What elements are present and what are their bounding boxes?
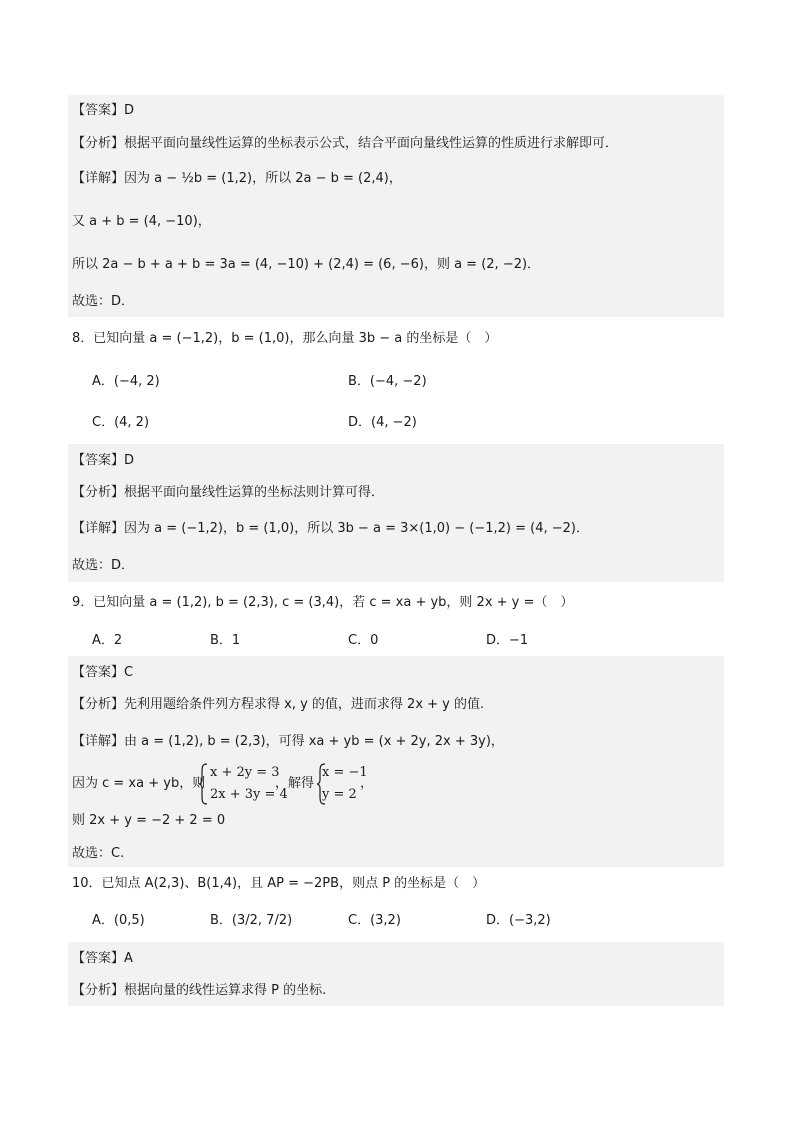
solution-block-8 [68,444,724,582]
question-9-option-c: C．0 [348,633,379,648]
answer-8: 【答案】D [72,453,135,468]
question-8-stem: 8．已知向量 a = (−1,2)，b = (1,0)，那么向量 3b − a 的坐标是（ ） [72,331,498,346]
detail-9-line2-mid: ，解得 [275,776,315,791]
question-10-option-b: B．(3/2, 7/2) [210,913,293,928]
solution-block-7 [68,95,724,317]
question-10-stem: 10．已知点 A(2,3)、B(1,4)，且 AP = −2PB，则点 P 的坐标是（ ） [72,876,486,891]
question-9-option-a: A．2 [92,633,123,648]
analysis-9: 【分析】先利用题给条件列方程求得 x, y 的值，进而求得 2x + y 的值. [72,697,485,712]
conclusion-7: 故选：D． [72,294,135,309]
detail-9-line2 [72,775,205,793]
question-8-option-d: D．(4, −2) [348,415,417,430]
question-8-option-b: B．(−4, −2) [348,374,427,389]
solution-block-9 [68,656,724,867]
detail-7-line2: 又 a + b = (4, −10)， [72,214,211,229]
detail-9-line3: 则 2x + y = −2 + 2 = 0 [72,813,226,828]
question-10-option-a: A．(0,5) [92,913,145,928]
system-1-eq1: x + 2y = 3 [210,765,280,780]
question-9-stem: 9．已知向量 a = (1,2), b = (2,3), c = (3,4)，若 c = xa + yb，则 2x + y =（ ） [72,595,574,610]
conclusion-8: 故选：D． [72,558,135,573]
system-1-eq2: 2x + 3y = 4 [210,787,288,802]
conclusion-9: 故选：C. [72,846,125,861]
system-1-brace [198,763,208,805]
question-9-option-d: D．−1 [486,633,529,648]
question-8-option-c: C．(4, 2) [92,415,150,430]
detail-7-line3: 所以 2a − b + a + b = 3a = (4, −10) + (2,4) = (6, −6)，则 a = (2, −2)． [72,257,541,272]
system-2-eq2: y = 2 [322,787,357,802]
detail-8: 【详解】因为 a = (−1,2)，b = (1,0)，所以 3b − a = 3×(1,0) − (−1,2) = (4, −2)． [72,521,589,536]
question-10-option-d: D．(−3,2) [486,913,551,928]
answer-10: 【答案】A [72,951,133,966]
detail-9-line1: 【详解】由 a = (1,2), b = (2,3)，可得 xa + yb = (x + 2y, 2x + 3y)， [72,734,504,749]
analysis-7: 【分析】根据平面向量线性运算的坐标表示公式，结合平面向量线性运算的性质进行求解即可． [72,136,619,151]
system-2-eq1: x = −1 [322,765,368,780]
question-10-option-c: C．(3,2) [348,913,401,928]
detail-7-line1: 【详解】因为 a − ½b = (1,2)，所以 2a − b = (2,4)， [72,171,402,186]
question-9-option-b: B．1 [210,633,241,648]
detail-9-line2-tail: ， [360,776,374,791]
detail-9-line2-lead: 因为 c = xa + yb，则 [72,776,206,791]
answer-9: 【答案】C [72,665,134,680]
analysis-10: 【分析】根据向量的线性运算求得 P 的坐标. [72,983,327,998]
analysis-8: 【分析】根据平面向量线性运算的坐标法则计算可得． [72,485,385,500]
answer-7: 【答案】D [72,103,135,118]
question-8-option-a: A．(−4, 2) [92,374,160,389]
